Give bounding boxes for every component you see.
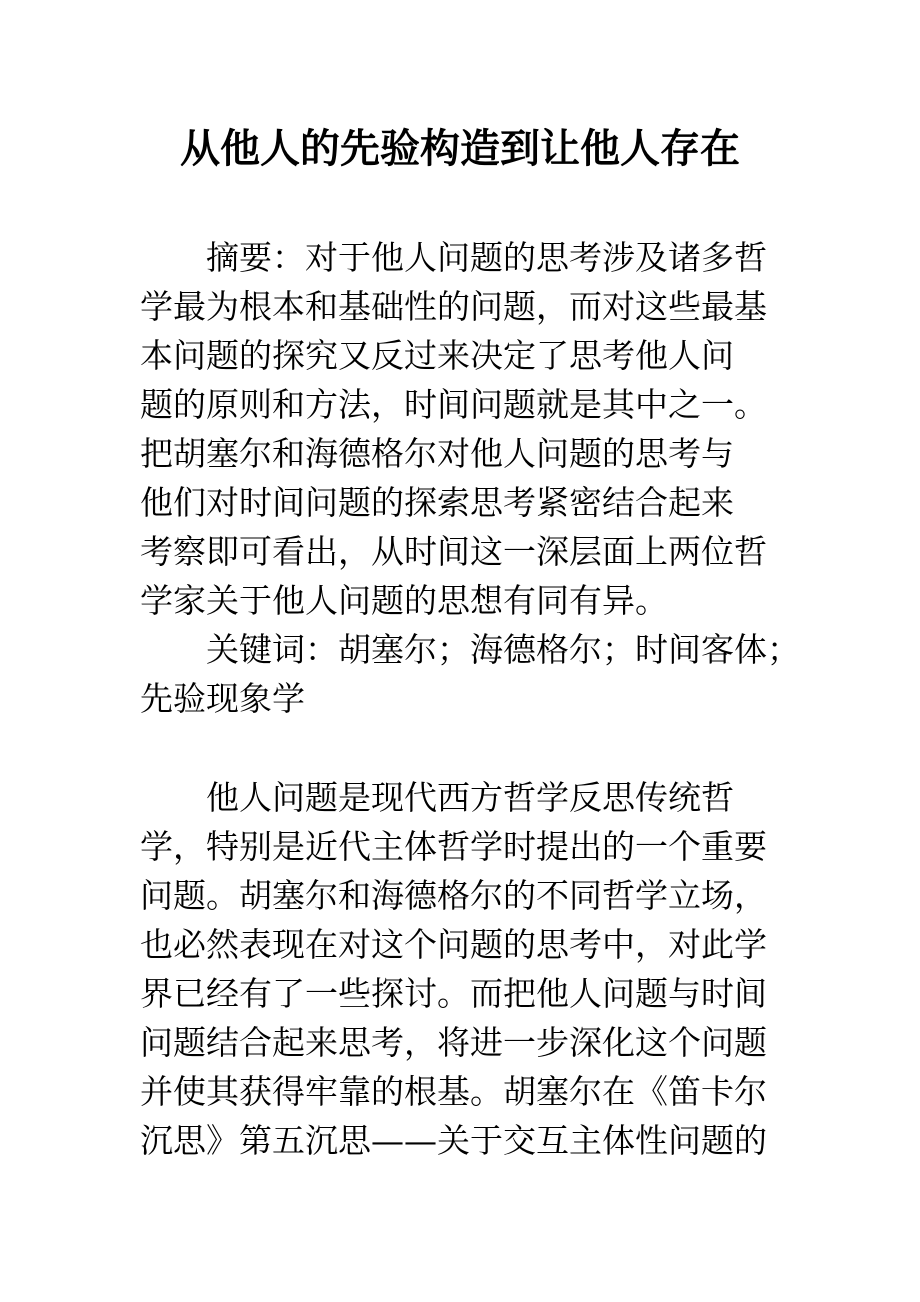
abstract-line: 学最为根本和基础性的问题，而对这些最基 (140, 287, 767, 326)
document-title: 从他人的先验构造到让他人存在 (180, 125, 740, 172)
body-line: 界已经有了一些探讨。而把他人问题与时间 (140, 974, 767, 1013)
abstract-line: 本问题的探究又反过来决定了思考他人问 (140, 336, 734, 375)
keywords-line: 关键词：胡塞尔；海德格尔；时间客体； (206, 630, 800, 669)
body-line: 问题。胡塞尔和海德格尔的不同哲学立场， (140, 876, 767, 915)
abstract-line: 他们对时间问题的探索思考紧密结合起来 (140, 483, 734, 522)
body-line: 问题结合起来思考，将进一步深化这个问题 (140, 1023, 767, 1062)
keywords-line: 先验现象学 (140, 679, 305, 718)
abstract-line: 考察即可看出，从时间这一深层面上两位哲 (140, 532, 767, 571)
body-line: 并使其获得牢靠的根基。胡塞尔在《笛卡尔 (140, 1072, 767, 1111)
body-line: 学，特别是近代主体哲学时提出的一个重要 (140, 827, 767, 866)
abstract-line: 学家关于他人问题的思想有同有异。 (140, 581, 668, 620)
abstract-line: 题的原则和方法，时间问题就是其中之一。 (140, 385, 767, 424)
abstract-line: 把胡塞尔和海德格尔对他人问题的思考与 (140, 434, 734, 473)
body-line: 沉思》第五沉思——关于交互主体性问题的 (140, 1121, 767, 1160)
abstract-line: 摘要：对于他人问题的思考涉及诸多哲 (206, 238, 767, 277)
body-line: 他人问题是现代西方哲学反思传统哲 (206, 778, 734, 817)
body-line: 也必然表现在对这个问题的思考中，对此学 (140, 925, 767, 964)
